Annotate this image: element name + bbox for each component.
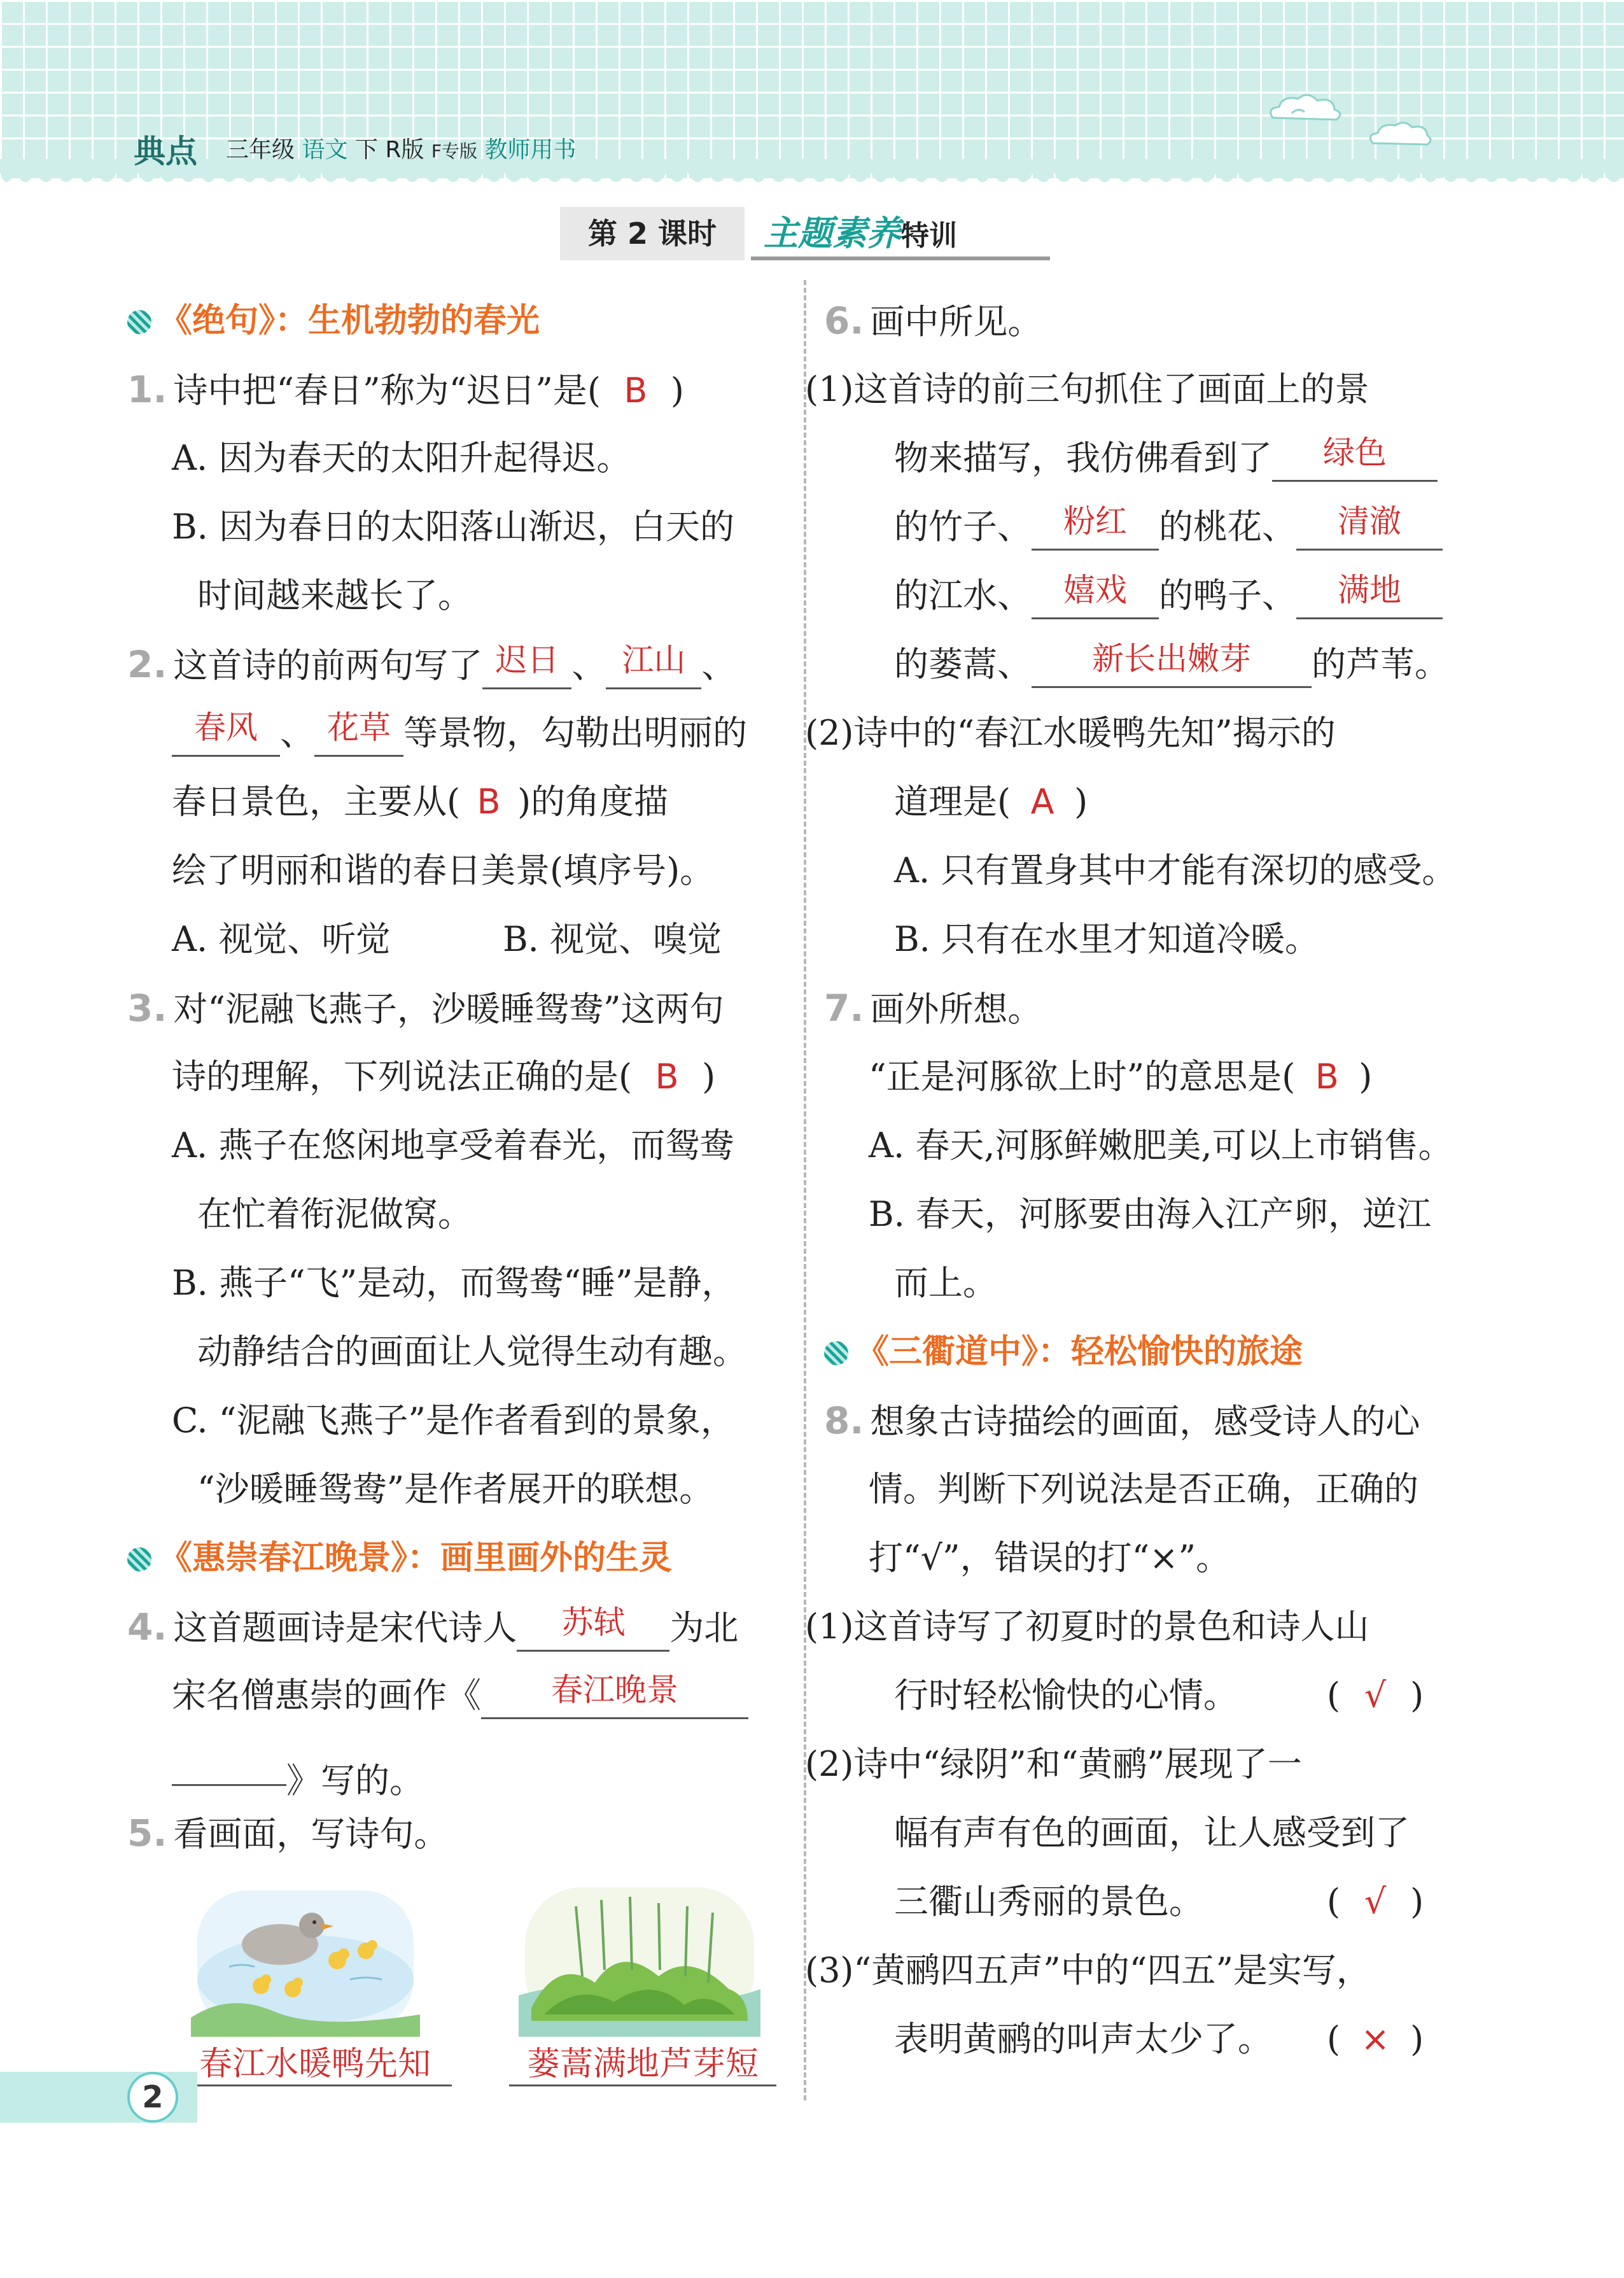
wave-border xyxy=(0,159,1624,197)
answer-blank-continued xyxy=(172,1730,286,1786)
options-row: A. 视觉、听觉 B. 视觉、嗅觉 xyxy=(172,919,722,959)
answer-blank: 清澈 xyxy=(1296,495,1443,551)
option: B. 春天，河豚要由海入江产卵，逆江 xyxy=(869,1194,1432,1234)
option: A. 春天,河豚鲜嫩肥美,可以上市销售。 xyxy=(869,1125,1453,1165)
option: A. 燕子在悠闲地享受着春光，而鸳鸯 xyxy=(172,1125,734,1165)
answer-blank: 春江晚景 xyxy=(481,1663,748,1719)
option: B. 燕子“飞”是动，而鸳鸯“睡”是静， xyxy=(172,1263,736,1303)
reeds-illustration xyxy=(519,1881,760,2037)
book-type: 教师用书 xyxy=(484,137,577,163)
cloud-icon xyxy=(1365,118,1435,150)
cloud-icon xyxy=(1263,89,1346,127)
answer-mark: √ xyxy=(1364,1881,1387,1922)
answer: B xyxy=(655,1057,679,1097)
page-number-tab xyxy=(0,2072,197,2123)
section-heading: 《惠崇春江晚景》：画里画外的生灵 xyxy=(127,1524,783,1592)
answer-mark: √ xyxy=(1364,1675,1387,1715)
section-bullet-icon xyxy=(127,1547,151,1571)
question-8: 8. 想象古诗描绘的画面，感受诗人的心 xyxy=(824,1399,1420,1442)
section-heading: 《三衢道中》：轻松愉快的旅途 xyxy=(824,1318,1499,1386)
picture-caption: 春江水暖鸭先知 xyxy=(178,2037,452,2086)
option: A. 因为春天的太阳升起得迟。 xyxy=(172,438,631,478)
answer-blank: 嬉戏 xyxy=(1032,563,1159,619)
ducks-illustration xyxy=(191,1884,420,2037)
special-edition: F专版 xyxy=(431,141,477,162)
question-7: 7. 画外所想。 xyxy=(824,987,1042,1030)
answer: B xyxy=(624,370,648,411)
section-bullet-icon xyxy=(127,310,151,334)
option: C. “泥融飞燕子”是作者看到的景象， xyxy=(172,1400,735,1440)
option-continued: 时间越来越长了。 xyxy=(197,575,472,615)
answer-blank: 粉红 xyxy=(1032,495,1159,551)
picture-caption: 蒌蒿满地芦芽短 xyxy=(509,2037,776,2086)
option: B. 只有在水里才知道冷暖。 xyxy=(894,919,1320,959)
lesson-header xyxy=(560,207,1050,264)
book-title xyxy=(226,132,576,164)
question-5: 5. 看画面，写诗句。 xyxy=(127,1811,449,1855)
subject: 语文 xyxy=(302,137,348,163)
section-heading: 《绝句》：生机勃勃的春光 xyxy=(127,286,783,355)
term: 下 xyxy=(354,137,378,163)
answer-blank: 迟日 xyxy=(482,633,571,689)
option: A. 只有置身其中才能有深切的感受。 xyxy=(894,850,1457,890)
right-column: 6. 画中所见。 (1)这首诗的前三句抓住了画面上的景 物来描写，我仿佛看到了 绿色 的竹子、 粉红 的桃花、 清澈 的江水、 嬉戏 的鸭子、 满地 的蒌蒿、 新长出嫩芽 的芦苇。 (2)诗中的“春江水暖鸭先知”揭示的 道理是( A ) A. 只有置身其中才能有深切的感受。 B. 只有在水里才知道冷暖。 7. 画外所想。 “正是河豚欲上时”的意思是( B ) A. 春天,河豚鲜嫩肥美,可以上市销售。 B. 春天，河豚要由海入江产卵，逆江 而上。 《三衢道中》：轻松愉快的旅途 8. 想象古诗描绘的画面，感受诗人的心 情。判断下列说法是否正确，正确的 打“√”，错误的打“×”。 (1)这首诗写了初夏时的景色和诗人山 行时轻松愉快的心情。 ( √ ) (2)诗中“绿阴”和“黄鹂”展现了一 幅有声有色的画面，让人感受到了 三衢山秀丽的景色。 ( √ ) (3)“黄鹂四五声”中的“四五”是实写， 表明黄鹂的叫声太少了。 ( × ) xyxy=(824,286,1499,2074)
answer-blank: 花草 xyxy=(314,701,403,757)
page-number: 2 xyxy=(127,2072,178,2123)
column-divider xyxy=(804,280,806,2100)
section-bullet-icon xyxy=(824,1341,848,1365)
question-2: 2. 这首诗的前两句写了 迟日 、 江山 、 xyxy=(127,630,783,699)
answer: B xyxy=(1315,1057,1339,1097)
lesson-title: 主题素养特训 xyxy=(751,207,1050,260)
question-4: 4. 这首题画诗是宋代诗人 苏轼 为北 xyxy=(127,1592,783,1661)
edition: R版 xyxy=(385,137,424,163)
lesson-number: 第 2 课时 xyxy=(560,207,745,260)
answer: A xyxy=(1030,782,1054,822)
answer-blank: 春风 xyxy=(172,701,280,757)
option: B. 因为春日的太阳落山渐迟，白天的 xyxy=(172,507,735,547)
answer-blank: 苏轼 xyxy=(517,1596,669,1652)
brand-logo: 典点 xyxy=(134,133,197,170)
left-column: 《绝句》：生机勃勃的春光 1. 诗中把“春日”称为“迟日”是( B ) A. 因为春天的太阳升起得迟。 B. 因为春日的太阳落山渐迟，白天的 时间越来越长了。 2. 这首诗的前两句写了 迟日 、 江山 、 春风 、 花草 等景物，勾勒出明丽的 春日景色，主要从( B )的角度描 绘了明丽和谐的春日美景(填序号)。 A. 视觉、听觉 B. 视觉、嗅觉 3. 对“泥融飞燕子，沙暖睡鸳鸯”这两句 诗的理解，下列说法正确的是( B ) A. 燕子在悠闲地享受着春光，而鸳鸯 在忙着衔泥做窝。 B. 燕子“飞”是动，而鸳鸯“睡”是静， 动静结合的画面让人觉得生动有趣。 C. “泥融飞燕子”是作者看到的景象， “沙暖睡鸳鸯”是作者展开的联想。 《惠崇春江晚景》：画里画外的生灵 4. 这首题画诗是宋代诗人 苏轼 为北 宋名僧惠崇的画作《 春江晚景 》写的。 5. 看画面，写诗句。 xyxy=(127,286,783,1867)
answer: B xyxy=(477,782,501,822)
question-3: 3. 对“泥融飞燕子，沙暖睡鸳鸯”这两句 xyxy=(127,987,724,1030)
answer-blank: 江山 xyxy=(606,633,701,689)
answer-blank: 新长出嫩芽 xyxy=(1032,632,1312,688)
answer-blank: 绿色 xyxy=(1272,426,1438,482)
answer-blank: 满地 xyxy=(1296,563,1443,619)
grade: 三年级 xyxy=(226,137,295,163)
answer-mark: × xyxy=(1361,2019,1390,2059)
question-1: 1. 诗中把“春日”称为“迟日”是( B ) xyxy=(127,355,783,424)
question-6: 6. 画中所见。 xyxy=(824,299,1042,342)
